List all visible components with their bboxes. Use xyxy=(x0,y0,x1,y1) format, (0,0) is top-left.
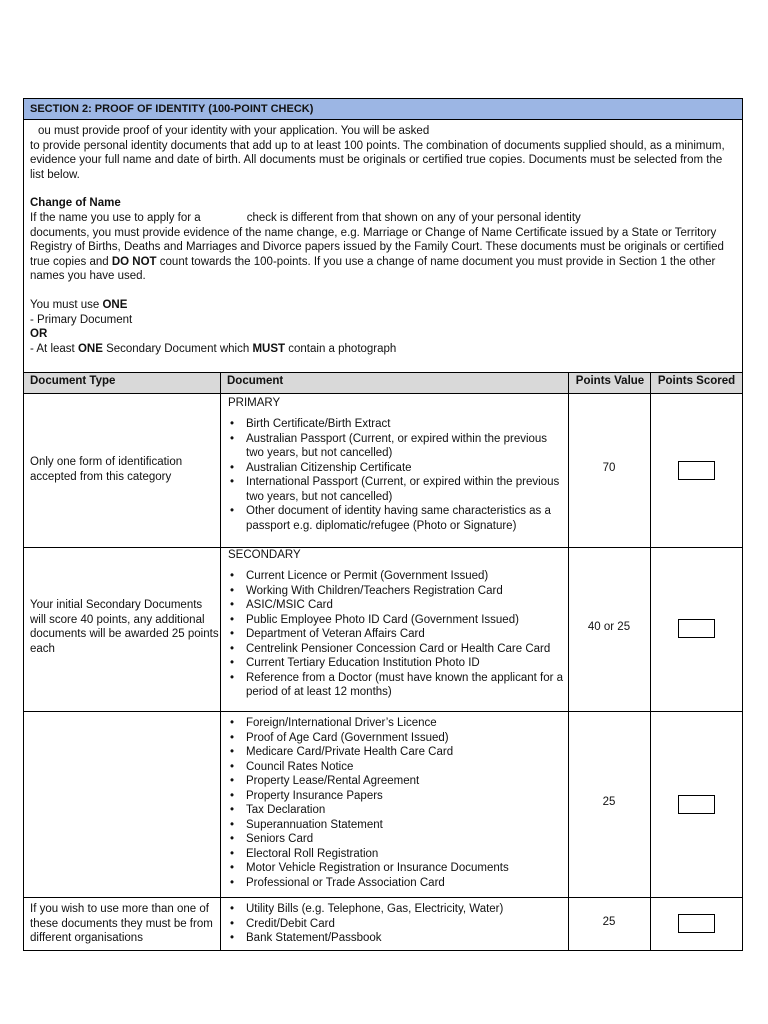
primary-document-list xyxy=(228,417,568,533)
list-item: • Public Employee Photo ID Card (Government Issued) xyxy=(228,613,568,628)
list-item: • Credit/Debit Card xyxy=(228,917,568,932)
secondary-points-value: 40 or 25 xyxy=(587,621,631,633)
list-item: • Australian Passport (Current, or expired within the previous two years, but not cancelled) xyxy=(228,432,568,461)
header-document-type: Document Type xyxy=(30,375,116,387)
row-secondary-category: Your initial Secondary Documents will score 40 points, any additional documents will be awarded 25 points each xyxy=(30,599,219,655)
intro-paragraph: to provide personal identity documents that add up to at least 100 points. The combination of documents supplied should, as a minimum, evidence your full name and date of birth. All documents must be originals or certified true copies. Documents must be selected from the list below. xyxy=(30,139,725,181)
must-use-line: You must use ONE xyxy=(30,298,128,311)
list-item: • Department of Veteran Affairs Card xyxy=(228,627,568,642)
list-item: • Tax Declaration xyxy=(228,803,568,818)
list-item: • Electoral Roll Registration xyxy=(228,847,568,862)
list-item: • Current Licence or Permit (Government Issued) xyxy=(228,569,568,584)
change-line-1: If the name you use to apply for a check is different from that shown on any of your personal identity xyxy=(30,211,581,224)
list-item: • Foreign/International Driver’s Licence xyxy=(228,716,568,731)
primary-group-label: PRIMARY xyxy=(228,397,281,409)
secondary-points-scored-input[interactable] xyxy=(678,619,715,638)
list-item: • Working With Children/Teachers Registration Card xyxy=(228,584,568,599)
list-item: • Professional or Trade Association Card xyxy=(228,876,568,891)
utility-document-list xyxy=(228,902,568,946)
list-item: • Council Rates Notice xyxy=(228,760,568,775)
list-item: • Medicare Card/Private Health Care Card xyxy=(228,745,568,760)
secondary-group-label: SECONDARY xyxy=(228,549,301,561)
list-item: • Reference from a Doctor (must have known the applicant for a period of at least 12 months) xyxy=(228,671,568,700)
list-item: • Motor Vehicle Registration or Insurance Documents xyxy=(228,861,568,876)
other-points-scored-input[interactable] xyxy=(678,795,715,814)
row-primary-category: Only one form of identification accepted from this category xyxy=(30,456,183,483)
secondary-document-list xyxy=(228,569,568,700)
list-item: • Property Lease/Rental Agreement xyxy=(228,774,568,789)
header-document: Document xyxy=(227,375,284,387)
list-item: • ASIC/MSIC Card xyxy=(228,598,568,613)
list-item: • Proof of Age Card (Government Issued) xyxy=(228,731,568,746)
primary-document-line: - Primary Document xyxy=(30,313,133,326)
primary-points-scored-input[interactable] xyxy=(678,461,715,480)
utility-points-scored-input[interactable] xyxy=(678,914,715,933)
other-document-list xyxy=(228,716,568,890)
list-item: • Other document of identity having same characteristics as a passport e.g. diplomatic/refugee (Photo or Signature) xyxy=(228,504,568,533)
list-item: • Utility Bills (e.g. Telephone, Gas, Electricity, Water) xyxy=(228,902,568,917)
list-item: • Centrelink Pensioner Concession Card or Health Care Card xyxy=(228,642,568,657)
list-item: • Birth Certificate/Birth Extract xyxy=(228,417,568,432)
list-item: • International Passport (Current, or expired within the previous two years, but not cancelled) xyxy=(228,475,568,504)
section-intro xyxy=(30,124,736,356)
row-utility-category: If you wish to use more than one of these documents they must be from different organisations xyxy=(30,903,213,945)
utility-points-value: 25 xyxy=(602,916,616,928)
header-points-scored: Points Scored xyxy=(657,375,736,387)
other-points-value: 25 xyxy=(602,796,616,808)
change-of-name-heading: Change of Name xyxy=(30,197,121,210)
list-item: • Superannuation Statement xyxy=(228,818,568,833)
list-item: • Property Insurance Papers xyxy=(228,789,568,804)
intro-line-1: ou must provide proof of your identity with your application. You will be asked xyxy=(38,125,430,137)
section-title: SECTION 2: PROOF OF IDENTITY (100-POINT CHECK) xyxy=(24,99,742,120)
list-item: • Current Tertiary Education Institution Photo ID xyxy=(228,656,568,671)
at-least-line: - At least ONE Secondary Document which MUST contain a photograph xyxy=(30,342,397,355)
list-item: • Bank Statement/Passbook xyxy=(228,931,568,946)
list-item: • Seniors Card xyxy=(228,832,568,847)
or-line: OR xyxy=(30,328,48,341)
change-of-name-paragraph: documents, you must provide evidence of the name change, e.g. Marriage or Change of Name Certificate issued by a State or Territory Registry of Births, Deaths and Marriages and Divorce papers issued by the Family Court. These documents must be originals or certified true copies and DO NOT count towards the 100-points. If you use a change of name document you must provide in Section 1 the other names you have used. xyxy=(30,226,724,283)
proof-of-identity-section xyxy=(23,98,743,951)
list-item: • Australian Citizenship Certificate xyxy=(228,461,568,476)
header-points-value: Points Value xyxy=(575,375,645,387)
primary-points-value: 70 xyxy=(602,462,616,474)
